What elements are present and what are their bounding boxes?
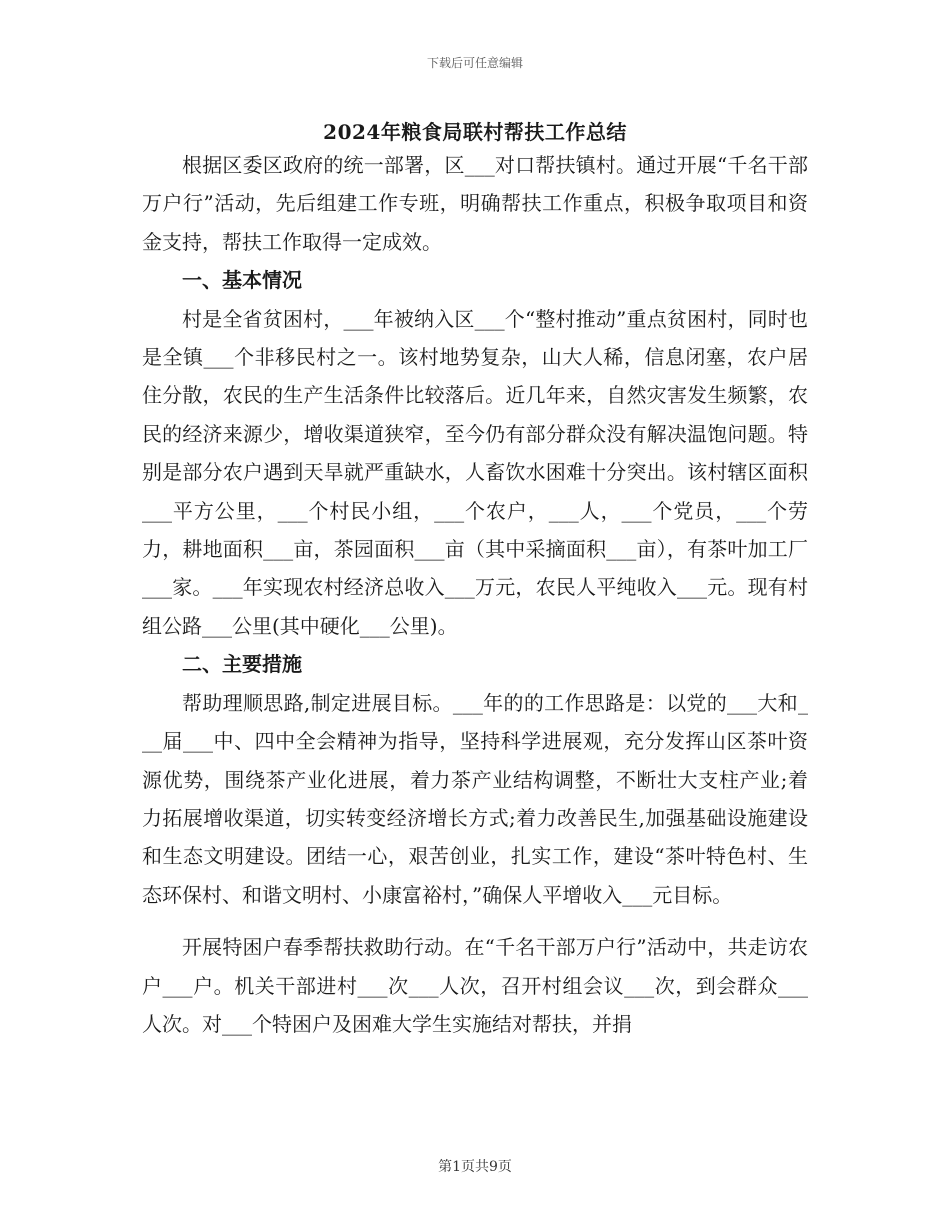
section-heading-basic: 一、基本情况 xyxy=(182,268,302,293)
document-title: 2024年粮食局联村帮扶工作总结 xyxy=(323,120,627,144)
paragraph-intro: 根据区委区政府的统一部署，区___对口帮扶镇村。通过开展“千名干部万户行”活动，先后组建工作专班，明确帮扶工作重点，积极争取项目和资金支持，帮扶工作取得一定成效。 xyxy=(142,153,808,254)
document-body xyxy=(142,146,808,1043)
paragraph-measures-2: 开展特困户春季帮扶救助行动。在“千名干部万户行”活动中，共走访农户___户。机关干部进村___次___人次，召开村组会议___次，到会群众___人次。对___个特困户及困难大学生实施结对帮扶，并捐 xyxy=(142,935,808,1036)
page-number: 第1页共9页 xyxy=(438,1159,512,1175)
section-heading-measures: 二、主要措施 xyxy=(182,652,302,677)
paragraph-basic-situation: 村是全省贫困村，___年被纳入区___个“整村推动”重点贫困村，同时也是全镇___个非移民村之一。该村地势复杂，山大人稀，信息闭塞，农户居住分散，农民的生产生活条件比较落后。近几年来，自然灾害发生频繁，农民的经济来源少，增收渠道狭窄，至今仍有部分群众没有解决温饱问题。特别是部分农户遇到天旱就严重缺水，人畜饮水困难十分突出。该村辖区面积___平方公里，___个村民小组，___个农户，___人，___个党员，___个劳力，耕地面积___亩，茶园面积___亩（其中采摘面积___亩），有茶叶加工厂___家。___年实现农村经济总收入___万元，农民人平纯收入___元。现有村组公路___公里(其中硬化___公里)。 xyxy=(142,306,808,638)
paragraph-measures-1: 帮助理顺思路,制定进展目标。___年的的工作思路是：以党的___大和___届___中、四中全会精神为指导，坚持科学进展观，充分发挥山区茶叶资源优势，围绕茶产业化进展，着力茶产业结构调整，不断壮大支柱产业;着力拓展增收渠道，切实转变经济增长方式;着力改善民生,加强基础设施建设和生态文明建设。团结一心，艰苦创业，扎实工作，建设“茶叶特色村、生态环保村、和谐文明村、小康富裕村，”确保人平增收入___元目标。 xyxy=(142,690,808,907)
header-note: 下载后可任意编辑 xyxy=(426,56,523,70)
